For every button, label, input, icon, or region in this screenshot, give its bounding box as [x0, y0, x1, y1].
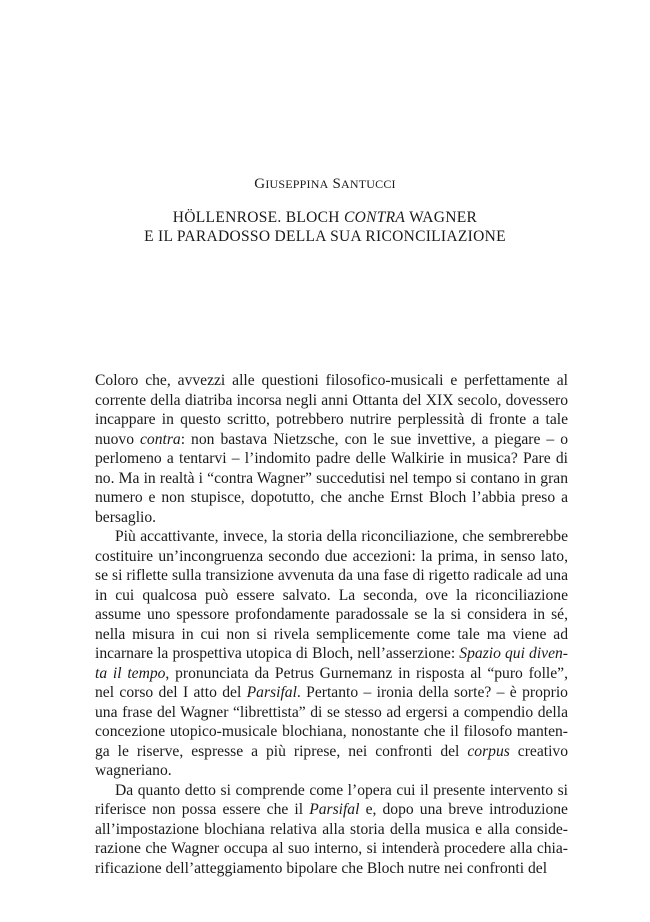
author-smallcaps-first: IUSEPPINA — [265, 177, 329, 191]
p3-italic-parsifal: Parsifal — [309, 801, 360, 818]
p3-text-1: Da quanto detto si comprende come l’opera cui il presente intervento si riferisce non possa essere che il — [95, 781, 568, 818]
paragraph-3 — [95, 781, 568, 879]
p2-italic-corpus: corpus — [467, 742, 510, 760]
body-text — [95, 371, 568, 878]
paragraph-1 — [95, 371, 568, 527]
p2-text-4: creativo wagneriano. — [95, 742, 568, 779]
author-name — [0, 176, 650, 193]
author-smallcaps-last: ANTUCCI — [340, 177, 396, 191]
p2-text-3: . Pertanto – ironia della sorte? – è proprio una frase del Wagner “librettista” di se stesso ad ergersi a compendio della concezione utopico-musicale blochiana, nonostante che il filosofo mantenga le riserve, espresse a più riprese, nei confronti del — [95, 684, 568, 760]
p1-text-2: : non bastava Nietzsche, con le sue invettive, a piegare – o perlomeno a tentarvi – l’indomito padre delle Walkirie in musica? Pare di no. Ma in realtà i “contra Wagner” succedutisi nel tempo si contano in gran numero e non stupisce, dopotutto, che anche Ernst Bloch l’abbia preso a bersaglio. — [95, 430, 569, 526]
p3-text-2: e, dopo una breve introduzione all’impostazione blochiana relativa alla storia della musica e alla considerazione che Wagner occupa al suo interno, si intenderà procedere alla chiarificazione dell’atteggiamento bipolare che Bloch nutre nei confronti del — [95, 801, 568, 877]
p2-text-1: Più accattivante, invece, la storia della riconciliazione, che sembrerebbe costituire un’incongruenza secondo due accezioni: la prima, in senso lato, se si riflette sulla transizione avvenuta da una fase di rigetto radicale ad una in cui qualcosa può essere salvato. La seconda, ove la riconciliazione assume uno spessore profondamente paradossale se la si considera in sé, nella misura in cui non si rivela semplicemente come tale ma viene ad incarnare la prospettiva utopica di Bloch, nell’asserzione: — [95, 528, 568, 662]
p2-text-2: , pronunciata da Petrus Gurnemanz in risposta al “puro folle”, nel corso del I atto del — [95, 664, 568, 701]
p2-italic-quote: Spazio qui diventa il tempo — [95, 645, 568, 682]
title-line-1 — [0, 208, 650, 227]
p1-text-1: Coloro che, avvezzi alle questioni filosofico-musicali e perfettamente al corrente della diatriba incorsa negli anni Ottanta del XIX secolo, dovessero incappare in questo scritto, potrebbero nutrire perplessità di fronte a tale nuovo — [95, 372, 568, 448]
title-line-1-end: WAGNER — [405, 209, 478, 226]
p2-italic-parsifal: Parsifal — [246, 684, 297, 701]
title-contra-italic: CONTRA — [343, 209, 406, 226]
paragraph-2 — [95, 527, 568, 781]
title-line-1-start: HÖLLENROSE. BLOCH — [172, 209, 344, 226]
author-initial-last: S — [332, 176, 341, 192]
p1-italic-contra: contra — [140, 430, 181, 448]
title-line-2: E IL PARADOSSO DELLA SUA RICONCILIAZIONE — [144, 228, 506, 245]
author-initial-first: G — [254, 176, 266, 192]
article-title — [0, 208, 650, 246]
